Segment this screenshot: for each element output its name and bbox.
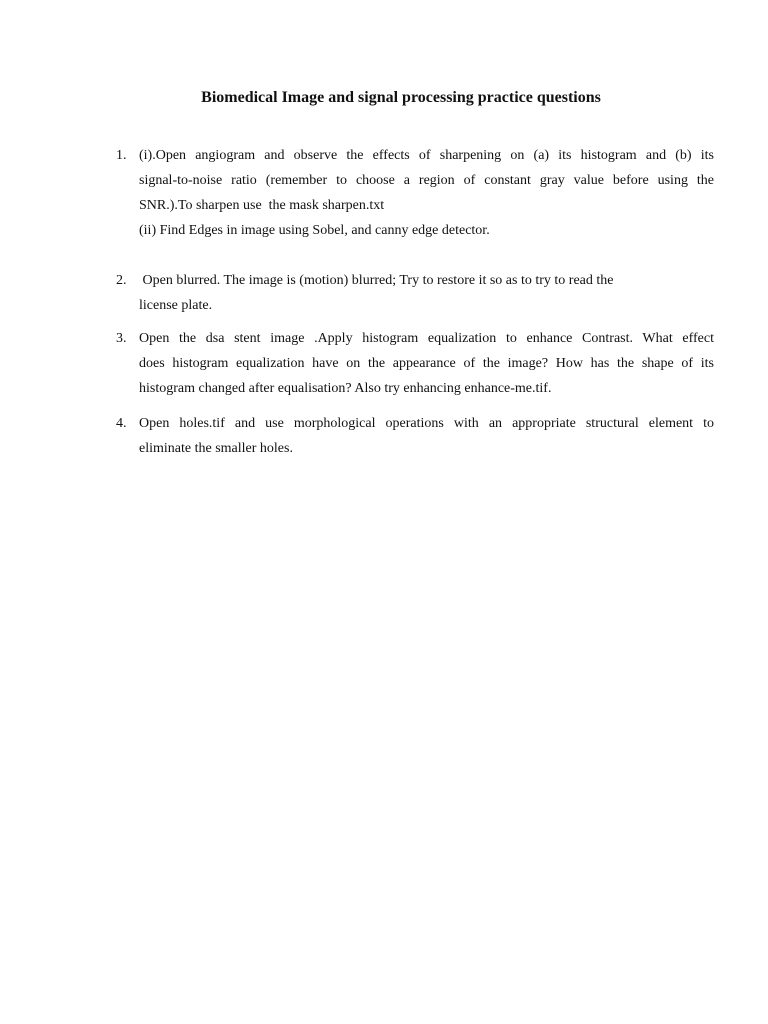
question-line: (ii) Find Edges in image using Sobel, and canny edge detector. [139,223,490,238]
question-line: does histogram equalization have on the appearance of the image? How has the shape of its [139,356,714,371]
page-title: Biomedical Image and signal processing practice questions [201,89,601,106]
question-text [139,268,714,318]
question-line: eliminate the smaller holes. [139,441,293,456]
question-text [139,411,714,461]
question-number: 3. [116,331,127,346]
question-line: Open blurred. The image is (motion) blurred; Try to restore it so as to try to read the [139,273,614,288]
question-number: 1. [116,148,127,163]
question-item [0,326,768,401]
question-text [139,143,714,243]
question-item [0,411,768,461]
question-text [139,326,714,401]
question-number: 4. [116,416,127,431]
question-line: signal-to-noise ratio (remember to choose a region of constant gray value before using the [139,173,714,188]
question-line: histogram changed after equalisation? Also try enhancing enhance-me.tif. [139,381,552,396]
question-line: Open the dsa stent image .Apply histogram equalization to enhance Contrast. What effect [139,331,714,346]
question-line: SNR.).To sharpen use the mask sharpen.txt [139,198,385,213]
question-item [0,143,768,243]
question-line: Open holes.tif and use morphological operations with an appropriate structural element to [139,416,714,431]
question-number: 2. [116,273,127,288]
question-line: license plate. [139,298,213,313]
question-line: (i).Open angiogram and observe the effects of sharpening on (a) its histogram and (b) its [139,148,714,163]
question-item [0,268,768,318]
